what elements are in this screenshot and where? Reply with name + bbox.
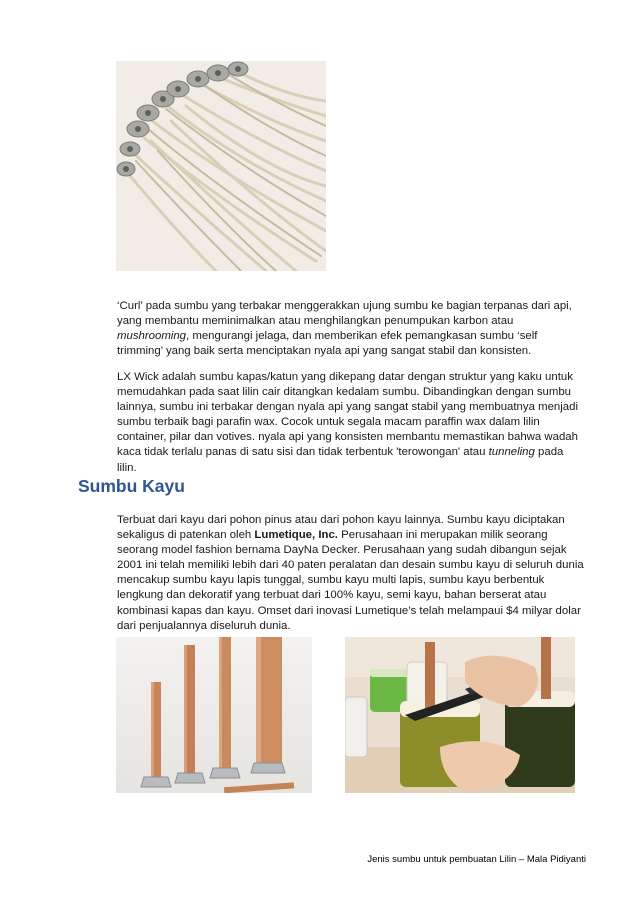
company-name: Lumetique, Inc. bbox=[254, 529, 338, 542]
term-mushrooming: mushrooming bbox=[117, 330, 187, 343]
section-heading: Sumbu Kayu bbox=[78, 476, 185, 496]
paragraph-lx-wick: LX Wick adalah sumbu kapas/katun yang dikepang datar dengan struktur yang kaku untuk memudahkan pada saat lilin cair ditangkan kedalam sumbu. Dibandingkan dengan sumbu lainnya, sumbu ini terbakar dengan nyala api yang sangat stabil yang membuatnya menjadi sumbu terbaik bagi parafin wax. Cocok untuk segala macam paraffin wax dalam lilin container, pilar dan votives. nyala api yang konsisten membantu memastikan bahwa wadah kaca tidak terlalu panas di satu sisi dan tidak terbentuk 'terowongan' atau tunneling pada lilin. bbox=[117, 371, 578, 474]
term-tunneling: tunneling bbox=[488, 446, 535, 459]
wick-trimming-photo bbox=[345, 637, 575, 793]
paragraph-curl: ‘Curl’ pada sumbu yang terbakar menggerakkan ujung sumbu ke bagian terpanas dari api, yang membantu meminimalkan atau menghilangkan penumpukan karbon atau mushrooming, mengurangi jelaga, dan memberikan efek pemangkasan sumbu ‘self trimming’ yang baik serta menciptakan nyala api yang sangat stabil dan konsisten. bbox=[117, 300, 572, 358]
cotton-wick-photo bbox=[116, 61, 326, 271]
paragraph-wood-wick: Terbuat dari kayu dari pohon pinus atau dari pohon kayu lainnya. Sumbu kayu diciptakan sekaligus di patenkan oleh Lumetique, Inc. Perusahaan ini merupakan milik seorang seorang model fashion bernama DayNa Decker. Perusahaan yang sudah dibangun sejak 2001 ini telah memiliki lebih dari 40 paten peralatan dan desain sumbu kayu di seluruh dunia mencakup sumbu kayu lapis tunggal, sumbu kayu multi lapis, sumbu kayu berbentuk lengkung dan dekoratif yang terbuat dari 100% kayu, semi kayu, bahan berserat atau kombinasi kapas dan kayu. Omset dari inovasi Lumetique’s telah melampaui $4 milyar dolar dari penjualannya diseluruh dunia. bbox=[117, 514, 584, 632]
page-footer: Jenis sumbu untuk pembuatan Lilin – Mala Pidiyanti bbox=[367, 854, 586, 865]
wood-wick-photo bbox=[116, 637, 312, 793]
